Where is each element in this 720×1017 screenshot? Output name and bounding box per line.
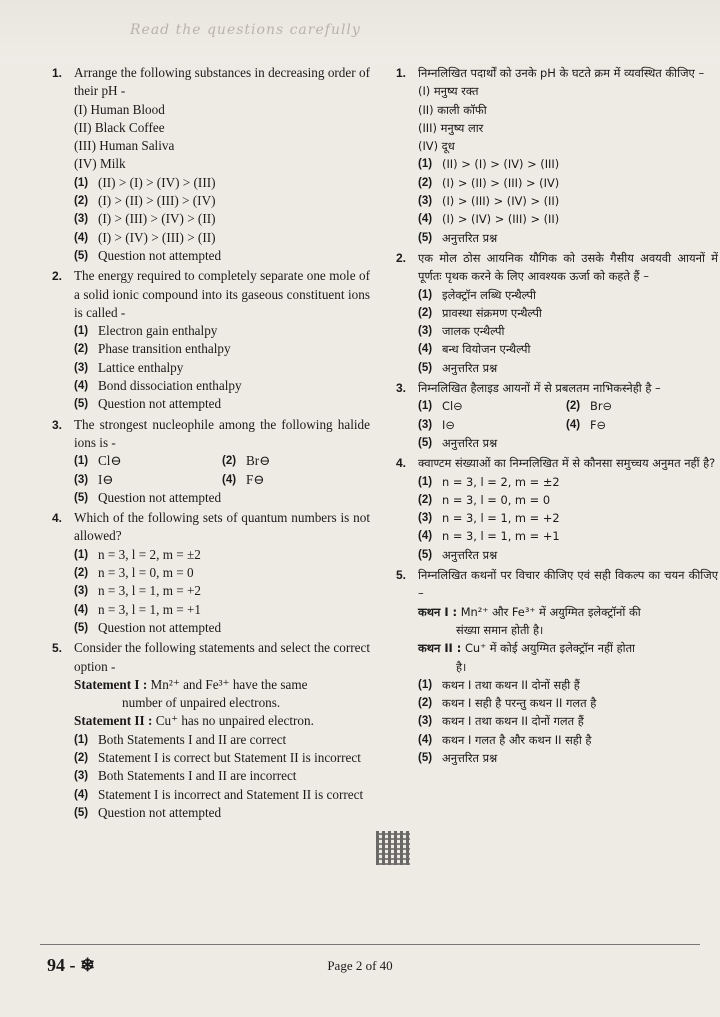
option-1 [418, 286, 718, 304]
hindi-column [396, 64, 718, 769]
option-number: (3) [418, 325, 433, 338]
question-3-en [52, 416, 370, 507]
option-2 [74, 749, 370, 767]
option-grid [418, 397, 718, 434]
option-text: इलेक्ट्रॉन लब्धि एन्थैल्पी [442, 287, 536, 302]
question-1-en [52, 64, 370, 265]
option-text: कथन I सही है परन्तु कथन II गलत है [442, 696, 597, 711]
list-item: (II) काली कॉफी [418, 102, 487, 117]
option-text: F⊖ [590, 417, 607, 432]
option-1 [74, 731, 370, 749]
option-4 [418, 527, 718, 545]
option-2 [418, 174, 718, 192]
question-text: क्वाण्टम संख्याओं का निम्नलिखित में से कौनसा समुच्चय अनुमत नहीं है? [418, 456, 716, 471]
option-4 [418, 340, 718, 358]
option-number: (2) [566, 400, 581, 413]
option-text: n = 3, l = 1, m = +2 [442, 511, 560, 526]
option-5 [418, 749, 718, 767]
option-text: Question not attempted [98, 804, 222, 820]
option-text: Question not attempted [98, 489, 222, 505]
question-text: निम्नलिखित पदार्थों को उनके pH के घटते क्रम में व्यवस्थित कीजिए – [418, 66, 705, 80]
option-text: Cl⊖ [442, 399, 463, 414]
question-3-hi [396, 379, 718, 452]
option-text: n = 3, l = 1, m = +2 [98, 583, 202, 599]
statement-1-continued: number of unpaired electrons. [122, 695, 281, 711]
question-number: 3. [52, 417, 63, 432]
option-4 [74, 601, 370, 619]
statement-text: Cu⁺ में कोई अयुग्मित इलेक्ट्रॉन नहीं होता [464, 641, 636, 656]
option-2 [74, 340, 370, 358]
question-1-hi [396, 64, 718, 247]
list-item: (III) मनुष्य लार [418, 120, 484, 135]
option-grid [74, 452, 370, 489]
option-number: (5) [74, 491, 89, 504]
list-item: (I) Human Blood [74, 101, 165, 117]
option-text: (II) > (I) > (IV) > (III) [442, 157, 560, 172]
option-1 [418, 397, 566, 415]
statement-1-continued: संख्या समान होती है। [456, 622, 544, 637]
option-text: (I) > (IV) > (III) > (II) [98, 229, 216, 245]
option-1 [74, 322, 370, 340]
option-number: (5) [418, 436, 433, 449]
option-5 [418, 229, 718, 247]
list-item: (IV) दूध [418, 139, 455, 154]
option-text: n = 3, l = 1, m = +1 [442, 529, 560, 544]
option-5 [74, 804, 370, 822]
statement-2-continued: है। [456, 659, 467, 674]
option-number: (2) [418, 493, 433, 506]
option-5 [74, 395, 370, 413]
qr-code-icon [376, 831, 410, 865]
option-number: (1) [418, 678, 433, 691]
statement-label: Statement II : [74, 713, 153, 729]
option-3 [418, 322, 718, 340]
option-text: n = 3, l = 0, m = 0 [442, 492, 551, 507]
option-number: (1) [418, 475, 433, 488]
question-number: 4. [396, 456, 407, 471]
question-text: Arrange the following substances in decreasing order of their pH - [74, 65, 370, 99]
option-4 [418, 731, 718, 749]
option-text: कथन I तथा कथन II दोनों गलत हैं [442, 714, 584, 729]
question-number: 5. [396, 568, 407, 583]
question-number: 1. [396, 66, 407, 80]
option-number: (3) [418, 195, 433, 208]
question-text: Which of the following sets of quantum numbers is not allowed? [74, 510, 370, 544]
option-number: (2) [74, 567, 89, 580]
option-number: (3) [418, 418, 433, 431]
question-number: 4. [52, 511, 63, 526]
question-5-en [52, 639, 370, 822]
option-5 [74, 489, 370, 507]
option-text: Br⊖ [246, 453, 271, 469]
option-5 [74, 247, 370, 265]
statement-label: कथन I : [418, 604, 458, 619]
option-text: Question not attempted [98, 396, 222, 412]
option-text: Statement I is correct but Statement II is incorrect [98, 749, 361, 765]
option-number: (4) [566, 418, 581, 431]
option-1 [418, 676, 718, 694]
option-1 [74, 174, 370, 192]
option-4 [74, 377, 370, 395]
option-text: Bond dissociation enthalpy [98, 378, 242, 394]
option-4 [74, 786, 370, 804]
option-number: (1) [74, 733, 89, 746]
option-number: (3) [74, 213, 89, 226]
option-number: (5) [74, 806, 89, 819]
option-text: I⊖ [98, 471, 114, 487]
option-2 [74, 192, 370, 210]
question-number: 5. [52, 641, 63, 656]
statement-1 [418, 603, 718, 621]
option-number: (2) [74, 751, 89, 764]
option-text: n = 3, l = 1, m = +1 [98, 601, 202, 617]
statement-text: Mn²⁺ और Fe³⁺ में अयुग्मित इलेक्ट्रॉनों की [460, 604, 641, 619]
option-text: Both Statements I and II are correct [98, 731, 287, 747]
option-1 [74, 546, 370, 564]
list-item: (IV) Milk [74, 156, 126, 172]
option-3 [74, 359, 370, 377]
option-4 [222, 471, 370, 489]
option-text: Electron gain enthalpy [98, 323, 218, 339]
statement-1 [74, 676, 370, 694]
page-code: 94 - ❄ [47, 955, 96, 975]
question-number: 2. [52, 269, 63, 284]
option-2 [418, 304, 718, 322]
option-text: n = 3, l = 2, m = ±2 [442, 474, 560, 489]
option-text: अनुत्तरित प्रश्न [442, 547, 498, 562]
option-2 [418, 491, 718, 509]
option-4 [566, 416, 714, 434]
question-4-en [52, 509, 370, 637]
option-number: (4) [418, 733, 433, 746]
question-5-hi [396, 566, 718, 767]
option-3 [74, 210, 370, 228]
option-number: (3) [74, 473, 89, 486]
option-3 [418, 192, 718, 210]
option-3 [418, 509, 718, 527]
pencil-annotation: Read the questions carefully [130, 22, 361, 38]
option-5 [418, 434, 718, 452]
option-text: Question not attempted [98, 247, 222, 263]
option-5 [418, 546, 718, 564]
english-column [52, 64, 370, 824]
option-text: Cl⊖ [98, 453, 122, 469]
option-3 [74, 582, 370, 600]
question-number: 2. [396, 250, 407, 265]
page-indicator: Page 2 of 40 [327, 958, 393, 973]
option-number: (2) [74, 343, 89, 356]
option-number: (5) [418, 361, 433, 374]
option-number: (1) [418, 288, 433, 301]
option-number: (4) [418, 530, 433, 543]
option-number: (5) [74, 398, 89, 411]
option-text: n = 3, l = 2, m = ±2 [98, 546, 201, 562]
statement-text: Cu⁺ has no unpaired electron. [155, 713, 314, 729]
option-number: (3) [418, 715, 433, 728]
option-number: (4) [74, 603, 89, 616]
option-text: Lattice enthalpy [98, 359, 184, 375]
option-number: (4) [74, 231, 89, 244]
question-number: 1. [52, 66, 63, 80]
option-3 [74, 767, 370, 785]
question-text: निम्नलिखित कथनों पर विचार कीजिए एवं सही विकल्प का चयन कीजिए – [418, 568, 718, 601]
option-text: I⊖ [442, 417, 455, 432]
option-2 [222, 452, 370, 470]
option-text: कथन I गलत है और कथन II सही है [442, 732, 592, 747]
option-text: प्रावस्था संक्रमण एन्थैल्पी [442, 305, 542, 320]
option-number: (3) [74, 585, 89, 598]
option-number: (2) [418, 306, 433, 319]
list-item: (III) Human Saliva [74, 138, 175, 154]
option-1 [74, 452, 222, 470]
option-text: (I) > (II) > (III) > (IV) [442, 175, 560, 190]
option-number: (1) [418, 400, 433, 413]
option-number: (1) [74, 455, 89, 468]
option-4 [418, 210, 718, 228]
option-3 [74, 471, 222, 489]
statement-label: Statement I : [74, 676, 148, 692]
option-number: (5) [418, 751, 433, 764]
option-2 [74, 564, 370, 582]
option-number: (5) [418, 231, 433, 244]
option-text: (I) > (III) > (IV) > (II) [98, 211, 216, 227]
statement-2 [74, 712, 370, 730]
question-4-hi [396, 454, 718, 564]
option-5 [418, 359, 718, 377]
option-text: Question not attempted [98, 619, 222, 635]
option-text: F⊖ [246, 471, 265, 487]
option-text: जालक एन्थैल्पी [442, 324, 505, 339]
option-number: (3) [418, 512, 433, 525]
option-text: अनुत्तरित प्रश्न [442, 750, 498, 765]
question-text: एक मोल ठोस आयनिक यौगिक को उसके गैसीय अवयवी आयनों में पूर्णतः पृथक करने के लिए आवश्यक ऊर्जा को कहते हैं – [418, 250, 718, 284]
option-number: (1) [74, 176, 89, 189]
option-text: बन्ध वियोजन एन्थैल्पी [442, 342, 531, 357]
option-number: (4) [74, 788, 89, 801]
option-2 [566, 397, 714, 415]
option-text: Both Statements I and II are incorrect [98, 768, 297, 784]
option-1 [418, 155, 718, 173]
option-number: (4) [418, 343, 433, 356]
item-list [418, 82, 718, 155]
option-number: (5) [418, 548, 433, 561]
option-text: Phase transition enthalpy [98, 341, 231, 357]
question-2-hi [396, 249, 718, 377]
option-1 [418, 473, 718, 491]
question-text: The strongest nucleophile among the following halide ions is - [74, 416, 370, 450]
option-number: (2) [222, 455, 237, 468]
option-text: (I) > (IV) > (III) > (II) [442, 212, 560, 227]
option-text: अनुत्तरित प्रश्न [442, 435, 498, 450]
option-number: (1) [74, 548, 89, 561]
footer-divider [40, 944, 700, 945]
option-4 [74, 229, 370, 247]
option-number: (4) [74, 380, 89, 393]
option-number: (1) [74, 325, 89, 338]
list-item: (II) Black Coffee [74, 119, 165, 135]
option-number: (2) [418, 697, 433, 710]
option-number: (4) [418, 213, 433, 226]
item-list [74, 101, 370, 174]
option-text: Br⊖ [590, 399, 613, 414]
statement-2 [418, 639, 718, 657]
page-header [0, 0, 720, 62]
option-text: अनुत्तरित प्रश्न [442, 360, 498, 375]
option-2 [418, 694, 718, 712]
option-number: (4) [222, 473, 237, 486]
option-number: (5) [74, 249, 89, 262]
question-2-en [52, 267, 370, 413]
option-text: (II) > (I) > (IV) > (III) [98, 174, 216, 190]
option-number: (5) [74, 621, 89, 634]
option-3 [418, 416, 566, 434]
option-text: n = 3, l = 0, m = 0 [98, 565, 194, 581]
question-text: निम्नलिखित हैलाइड आयनों में से प्रबलतम नाभिकस्नेही है – [418, 381, 661, 396]
option-number: (1) [418, 158, 433, 171]
option-text: कथन I तथा कथन II दोनों सही हैं [442, 677, 580, 692]
option-text: अनुत्तरित प्रश्न [442, 230, 498, 245]
option-number: (3) [74, 361, 89, 374]
question-text: Consider the following statements and select the correct option - [74, 640, 370, 674]
option-5 [74, 619, 370, 637]
option-number: (2) [74, 195, 89, 208]
statement-label: कथन II : [418, 641, 462, 656]
option-text: (I) > (II) > (III) > (IV) [98, 193, 216, 209]
list-item: (I) मनुष्य रक्त [418, 84, 479, 99]
option-number: (3) [74, 770, 89, 783]
question-text: The energy required to completely separate one mole of a solid ionic compound into its gaseous constituent ions is called - [74, 268, 370, 320]
option-3 [418, 712, 718, 730]
option-text: Statement I is incorrect and Statement II is correct [98, 786, 364, 802]
question-number: 3. [396, 381, 407, 396]
statement-text: Mn²⁺ and Fe³⁺ have the same [150, 676, 308, 692]
option-text: (I) > (III) > (IV) > (II) [442, 194, 560, 209]
option-number: (2) [418, 176, 433, 189]
